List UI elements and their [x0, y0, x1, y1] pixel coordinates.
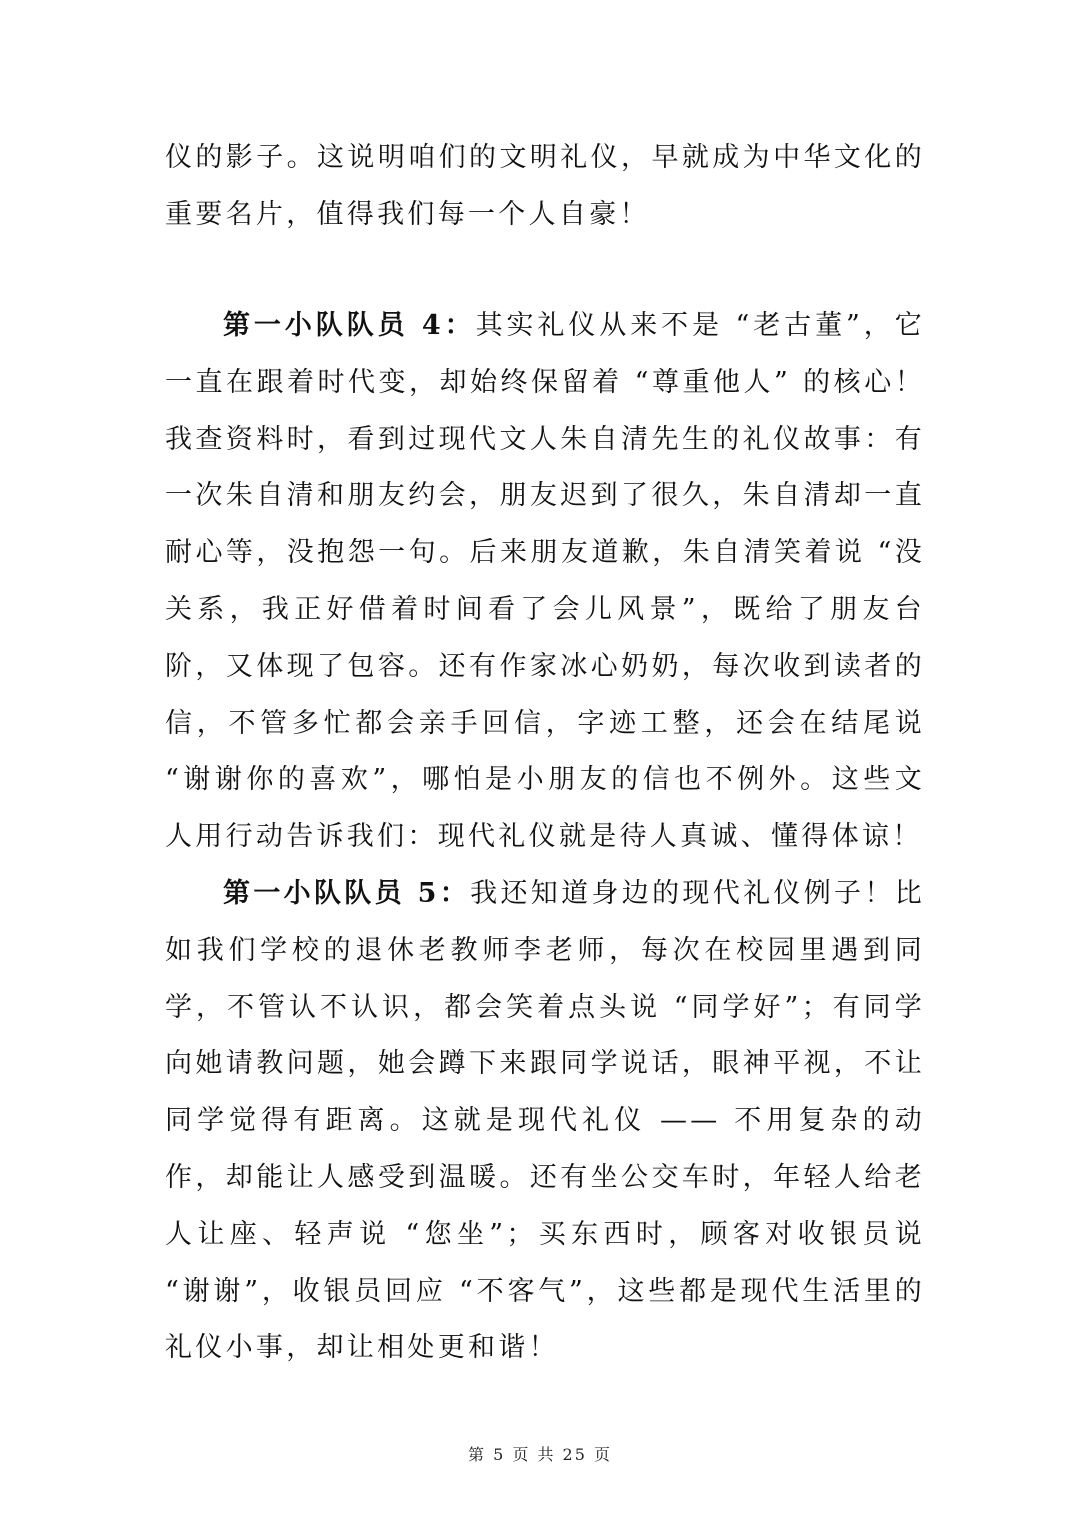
paragraph-text: 仪的影子。这说明咱们的文明礼仪，早就成为中华文化的重要名片，值得我们每一个人自豪！ [165, 142, 925, 230]
paragraph-member-4 [165, 298, 925, 866]
page-footer [0, 1442, 1080, 1465]
page-number-label: 第 5 页 共 25 页 [468, 1445, 612, 1464]
paragraph-text: 其实礼仪从来不是 “老古董”，它一直在跟着时代变，却始终保留着 “尊重他人” 的核心！我查资料时，看到过现代文人朱自清先生的礼仪故事：有一次朱自清和朋友约会，朋友迟到了很久，朱自清却一直耐心等，没抱怨一句。后来朋友道歉，朱自清笑着说 “没关系，我正好借着时间看了会儿风景”，既给了朋友台阶，又体现了包容。还有作家冰心奶奶，每次收到读者的信，不管多忙都会亲手回信，字迹工整，还会在结尾说 “谢谢你的喜欢”，哪怕是小朋友的信也不例外。这些文人用行动告诉我们：现代礼仪就是待人真诚、懂得体谅！ [165, 310, 925, 853]
paragraph-member-5 [165, 866, 925, 1377]
paragraph-text: 我还知道身边的现代礼仪例子！比如我们学校的退休老教师李老师，每次在校园里遇到同学，不管认不认识，都会笑着点头说 “同学好”；有同学向她请教问题，她会蹲下来跟同学说话，眼神平视，不让同学觉得有距离。这就是现代礼仪 —— 不用复杂的动作，却能让人感受到温暖。还有坐公交车时，年轻人给老人让座、轻声说 “您坐”；买东西时，顾客对收银员说 “谢谢”，收银员回应 “不客气”，这些都是现代生活里的礼仪小事，却让相处更和谐！ [165, 878, 925, 1364]
speaker-label: 第一小队队员 4： [223, 310, 476, 341]
paragraph-continuation [165, 130, 925, 244]
speaker-label: 第一小队队员 5： [223, 878, 471, 909]
